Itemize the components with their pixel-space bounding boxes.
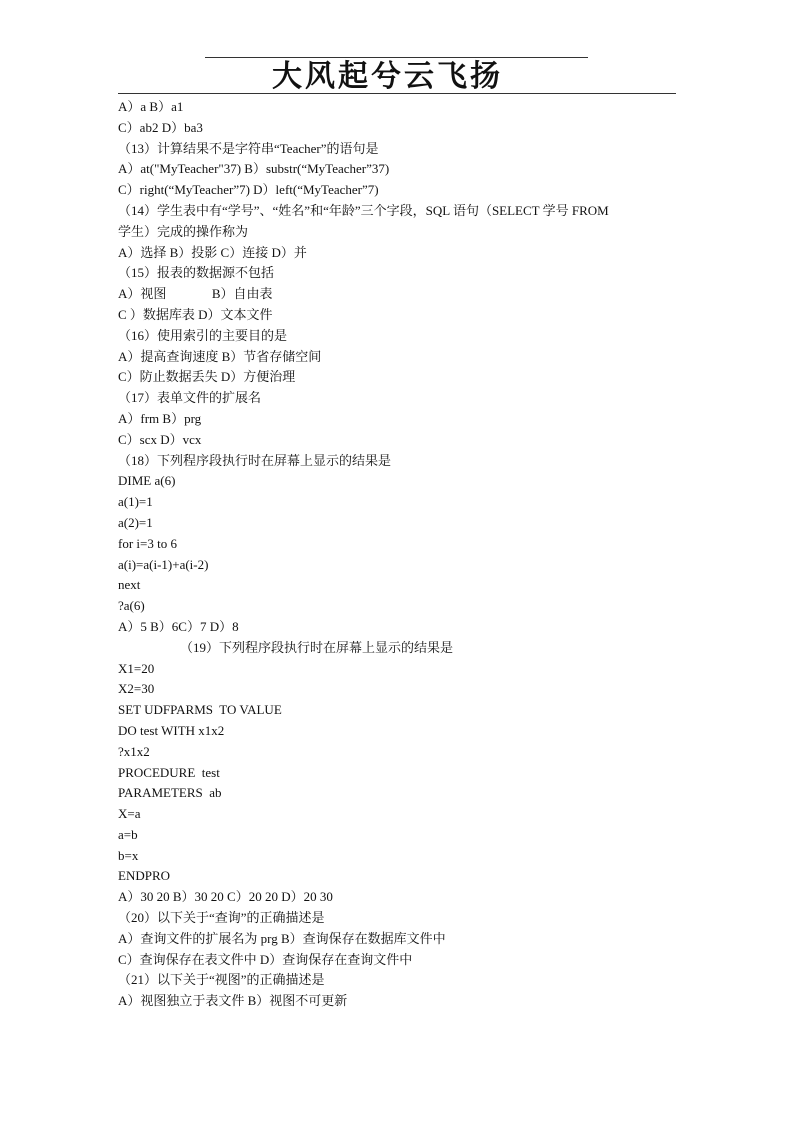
code-line: ?a(6) (118, 598, 145, 614)
text-line: C ）数据库表 D）文本文件 (118, 306, 273, 322)
text-line: A）frm B）prg (118, 410, 202, 426)
text-line: A）选择 B）投影 C）连接 D）并 (118, 244, 307, 260)
code-line: next (118, 577, 141, 593)
document-body (118, 97, 688, 1012)
question-21: （21）以下关于“视图”的正确描述是 (118, 972, 325, 988)
code-line: SET UDFPARMS TO VALUE (118, 702, 282, 718)
text-line: C）ab2 D）ba3 (118, 119, 203, 135)
text-line: C）right(“MyTeacher”7) D）left(“MyTeacher”7) (118, 182, 379, 198)
text-line: C）scx D）vcx (118, 431, 202, 447)
question-15: （15）报表的数据源不包括 (118, 265, 275, 281)
code-line: a(i)=a(i-1)+a(i-2) (118, 556, 209, 572)
text-line: A）at("MyTeacher"37) B）substr(“MyTeacher”37) (118, 161, 390, 177)
code-line: DO test WITH x1x2 (118, 722, 225, 738)
text-line: A）查询文件的扩展名为 prg B）查询保存在数据库文件中 (118, 930, 446, 946)
code-line: for i=3 to 6 (118, 535, 177, 551)
code-line: a=b (118, 826, 138, 842)
text-line: C）防止数据丢失 D）方便治理 (118, 369, 296, 385)
text-line: 学生）完成的操作称为 (118, 223, 249, 239)
code-line: ?x1x2 (118, 743, 150, 759)
question-16: （16）使用索引的主要目的是 (118, 327, 288, 343)
question-19: （19）下列程序段执行时在屏幕上显示的结果是 (180, 639, 454, 655)
question-17: （17）表单文件的扩展名 (118, 390, 262, 406)
code-line: X2=30 (118, 681, 155, 697)
text-line: A）5 B）6C）7 D）8 (118, 618, 239, 634)
code-line: X1=20 (118, 660, 155, 676)
header-rule-bottom (118, 93, 676, 94)
question-13: （13）计算结果不是字符串“Teacher”的语句是 (118, 140, 379, 156)
code-line: DIME a(6) (118, 473, 176, 489)
code-line: ENDPRO (118, 868, 171, 884)
text-line: A）视图 B）自由表 (118, 286, 273, 302)
text-line: A）视图独立于表文件 B）视图不可更新 (118, 993, 348, 1009)
text-line: C）查询保存在表文件中 D）查询保存在查询文件中 (118, 951, 413, 967)
code-line: a(1)=1 (118, 494, 153, 510)
header-rule-top (205, 57, 588, 58)
code-line: a(2)=1 (118, 514, 153, 530)
question-18: （18）下列程序段执行时在屏幕上显示的结果是 (118, 452, 392, 468)
code-line: PROCEDURE test (118, 764, 220, 780)
code-line: b=x (118, 847, 139, 863)
code-line: PARAMETERS ab (118, 785, 222, 801)
question-20: （20）以下关于“查询”的正确描述是 (118, 910, 325, 926)
text-line: A）30 20 B）30 20 C）20 20 D）20 30 (118, 889, 333, 905)
header-title: 大风起兮云飞扬 (272, 59, 503, 94)
text-line: A）提高查询速度 B）节省存储空间 (118, 348, 322, 364)
code-line: X=a (118, 806, 141, 822)
text-line: A）a B）a1 (118, 99, 184, 114)
question-14: （14）学生表中有“学号”、“姓名”和“年龄”三个字段，SQL 语句（SELECT 学号 FROM (118, 202, 609, 218)
